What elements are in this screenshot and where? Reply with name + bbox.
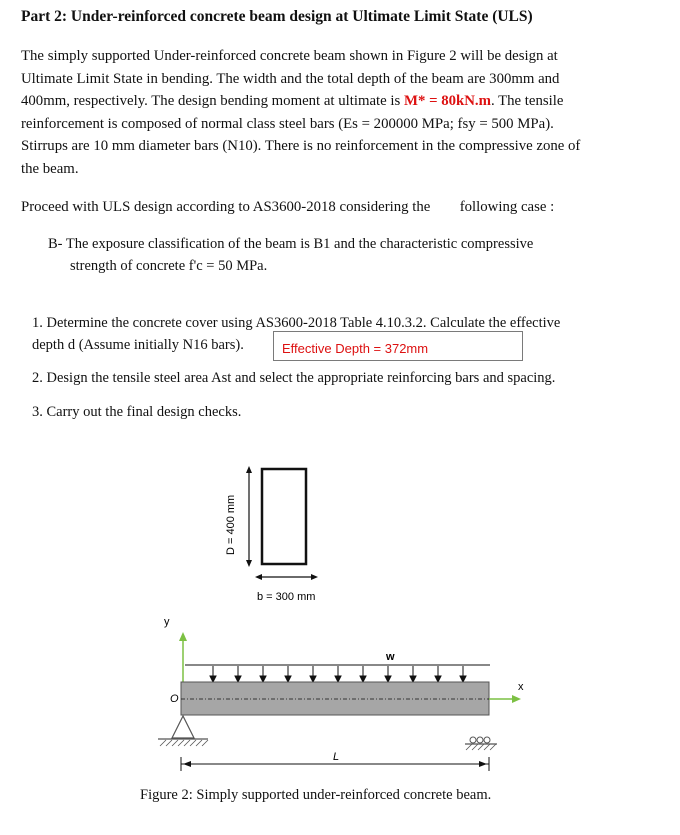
load-arrows: [210, 666, 466, 682]
proceed-line: Proceed with ULS design according to AS3600-2018 considering the following case :: [21, 199, 555, 215]
page-heading: Part 2: Under-reinforced concrete beam design at Ultimate Limit State (ULS): [21, 8, 533, 25]
intro-paragraph: [21, 45, 661, 180]
beam: [181, 682, 489, 715]
case-b: [48, 233, 653, 277]
load-label: w: [386, 651, 395, 663]
effective-depth-answer-box[interactable]: Effective Depth = 372mm: [273, 331, 523, 361]
y-axis-label: y: [164, 616, 170, 628]
beam-figure: [0, 460, 680, 785]
intro-line: The simply supported Under-reinforced concrete beam shown in Figure 2 will be design at: [21, 48, 558, 64]
x-axis-label: x: [518, 681, 524, 693]
intro-line: reinforcement is composed of normal class steel bars (Es = 200000 MPa; fsy = 500 MPa).: [21, 115, 554, 132]
depth-label: D = 400 mm: [225, 494, 237, 555]
cross-section: [262, 469, 306, 564]
intro-line: 400mm, respectively. The design bending moment at ultimate is M* = 80kN.m. The tensile: [21, 93, 564, 109]
span-label: L: [333, 751, 340, 763]
question-3: 3. Carry out the final design checks.: [32, 404, 242, 420]
intro-line: Stirrups are 10 mm diameter bars (N10). There is no reinforcement in the compressive zone of: [21, 138, 581, 154]
design-moment: M* = 80kN.m: [404, 93, 491, 109]
roller-support: [465, 737, 497, 750]
case-b-line: strength of concrete f'c = 50 MPa.: [70, 258, 268, 274]
width-label: b = 300 mm: [257, 591, 316, 603]
question-2: 2. Design the tensile steel area Ast and select the appropriate reinforcing bars and spacing.: [32, 370, 556, 386]
pin-support: [158, 716, 208, 746]
question-1: 1. Determine the concrete cover using AS3600-2018 Table 4.10.3.2. Calculate the effective depth d (Assume initially N16 bars).: [32, 315, 561, 353]
intro-line: the beam.: [21, 160, 79, 177]
case-b-line: B- The exposure classification of the beam is B1 and the characteristic compressive: [48, 236, 534, 252]
figure-caption: Figure 2: Simply supported under-reinforced concrete beam.: [140, 787, 492, 803]
origin-label: O: [170, 693, 179, 705]
intro-line: Ultimate Limit State in bending. The width and the total depth of the beam are 300mm and: [21, 70, 560, 87]
